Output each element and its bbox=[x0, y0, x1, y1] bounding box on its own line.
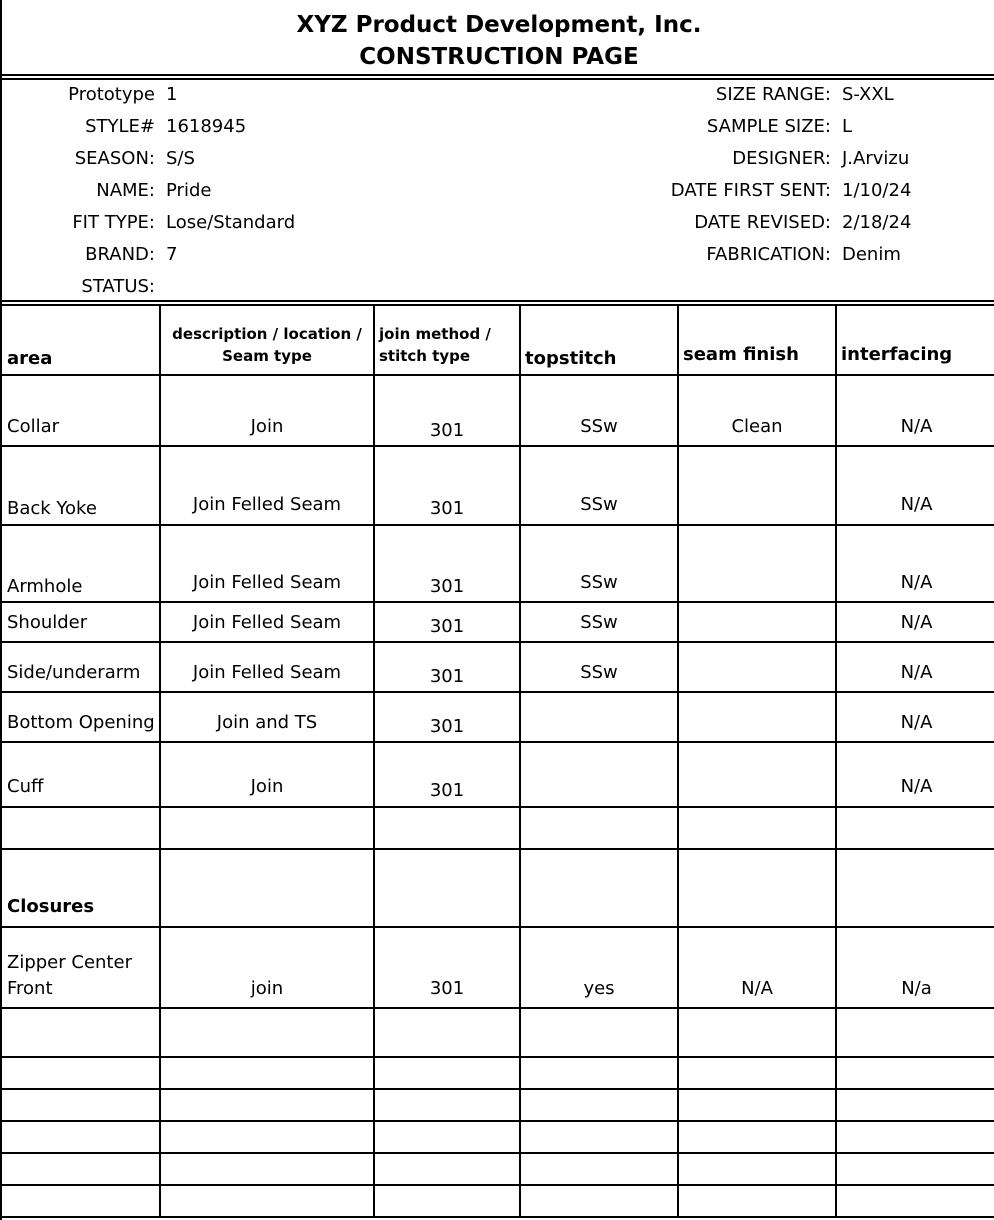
cell-topstitch: SSw bbox=[580, 662, 618, 683]
page-title: CONSTRUCTION PAGE bbox=[359, 44, 639, 70]
row-divider bbox=[2, 601, 994, 603]
info-value: L bbox=[842, 116, 853, 137]
row-divider bbox=[2, 1056, 994, 1058]
info-value: S/S bbox=[166, 148, 195, 169]
info-label: STYLE# bbox=[85, 116, 155, 137]
column-header-join-method: join method / bbox=[379, 325, 491, 343]
info-label: STATUS: bbox=[81, 276, 155, 297]
column-header-description: description / location / bbox=[172, 325, 362, 343]
cell-interfacing: N/A bbox=[900, 572, 933, 593]
info-label: DATE FIRST SENT: bbox=[670, 180, 831, 201]
info-value: 1/10/24 bbox=[842, 180, 912, 201]
row-divider bbox=[2, 1088, 994, 1090]
row-divider bbox=[2, 1184, 994, 1186]
row-divider bbox=[2, 445, 994, 447]
info-value: Denim bbox=[842, 244, 901, 265]
cell-join: 301 bbox=[429, 780, 465, 801]
row-divider bbox=[2, 641, 994, 643]
title-block bbox=[2, 0, 994, 74]
cell-topstitch: yes bbox=[583, 978, 615, 999]
row-divider bbox=[2, 374, 994, 376]
info-label: NAME: bbox=[96, 180, 155, 201]
column-divider bbox=[519, 306, 521, 1218]
info-label: Prototype bbox=[68, 84, 155, 105]
row-divider bbox=[2, 1007, 994, 1009]
info-label: FIT TYPE: bbox=[72, 212, 155, 233]
info-label: DATE REVISED: bbox=[694, 212, 831, 233]
cell-area: Shoulder bbox=[7, 612, 88, 633]
column-header-area: area bbox=[7, 348, 53, 369]
cell-area: Zipper Center bbox=[7, 952, 132, 973]
cell-interfacing: N/A bbox=[900, 494, 933, 515]
column-divider bbox=[373, 306, 375, 1218]
row-divider bbox=[2, 806, 994, 808]
cell-area: Collar bbox=[7, 416, 60, 437]
cell-join: 301 bbox=[429, 576, 465, 597]
cell-seam-finish: Clean bbox=[731, 416, 783, 437]
info-label: BRAND: bbox=[85, 244, 155, 265]
row-divider bbox=[2, 1216, 994, 1218]
cell-interfacing: N/A bbox=[900, 712, 933, 733]
row-divider bbox=[2, 691, 994, 693]
cell-interfacing: N/A bbox=[900, 416, 933, 437]
column-divider bbox=[835, 306, 837, 1218]
info-label: SAMPLE SIZE: bbox=[706, 116, 831, 137]
info-value: Pride bbox=[166, 180, 212, 201]
info-value: 1 bbox=[166, 84, 178, 105]
info-value: J.Arvizu bbox=[842, 148, 910, 169]
cell-join: 301 bbox=[429, 498, 465, 519]
cell-topstitch: SSw bbox=[580, 572, 618, 593]
info-value: S-XXL bbox=[842, 84, 894, 105]
construction-table bbox=[2, 306, 994, 1218]
row-divider bbox=[2, 1120, 994, 1122]
cell-topstitch: SSw bbox=[580, 494, 618, 515]
section-label-closures: Closures bbox=[7, 896, 95, 917]
column-header-interfacing: interfacing bbox=[841, 344, 953, 365]
cell-area: Cuff bbox=[7, 776, 44, 797]
cell-join: 301 bbox=[429, 420, 465, 441]
cell-description: Join bbox=[250, 776, 284, 797]
divider-line bbox=[2, 78, 994, 80]
info-label: SIZE RANGE: bbox=[715, 84, 831, 105]
row-divider bbox=[2, 524, 994, 526]
info-label: SEASON: bbox=[74, 148, 155, 169]
cell-topstitch: SSw bbox=[580, 612, 618, 633]
info-label: FABRICATION: bbox=[706, 244, 831, 265]
info-value: Lose/Standard bbox=[166, 212, 296, 233]
row-divider bbox=[2, 1152, 994, 1154]
cell-join: 301 bbox=[429, 616, 465, 637]
column-header-seam-finish: seam finish bbox=[683, 344, 799, 365]
info-value: 2/18/24 bbox=[842, 212, 912, 233]
row-divider bbox=[2, 741, 994, 743]
column-divider bbox=[677, 306, 679, 1218]
column-header-topstitch: topstitch bbox=[525, 348, 617, 369]
cell-join: 301 bbox=[429, 716, 465, 737]
cell-area: Back Yoke bbox=[7, 498, 97, 519]
cell-area-line2: Front bbox=[7, 978, 53, 999]
info-value: 7 bbox=[166, 244, 178, 265]
cell-join: 301 bbox=[429, 978, 465, 999]
divider-line bbox=[2, 300, 994, 302]
cell-description: Join Felled Seam bbox=[192, 494, 342, 515]
row-divider bbox=[2, 848, 994, 850]
cell-area: Armhole bbox=[7, 576, 83, 597]
cell-description: Join Felled Seam bbox=[192, 572, 342, 593]
info-value: 1618945 bbox=[166, 116, 247, 137]
cell-description: Join Felled Seam bbox=[192, 612, 342, 633]
column-divider bbox=[159, 306, 161, 1218]
cell-seam-finish: N/A bbox=[741, 978, 773, 999]
row-divider bbox=[2, 926, 994, 928]
column-header-join-method-line2: stitch type bbox=[379, 347, 471, 365]
cell-topstitch: SSw bbox=[580, 416, 618, 437]
info-label: DESIGNER: bbox=[732, 148, 831, 169]
company-name: XYZ Product Development, Inc. bbox=[296, 12, 702, 38]
cell-area: Bottom Opening bbox=[7, 712, 155, 733]
column-header-description-line2: Seam type bbox=[222, 347, 312, 365]
cell-interfacing: N/A bbox=[900, 612, 933, 633]
cell-description: Join and TS bbox=[216, 712, 318, 733]
cell-description: join bbox=[250, 978, 284, 999]
cell-interfacing: N/A bbox=[900, 776, 933, 797]
cell-area: Side/underarm bbox=[7, 662, 141, 683]
cell-description: Join bbox=[250, 416, 284, 437]
cell-interfacing: N/A bbox=[900, 662, 933, 683]
cell-interfacing: N/a bbox=[901, 978, 932, 999]
divider-line bbox=[2, 74, 994, 76]
cell-description: Join Felled Seam bbox=[192, 662, 342, 683]
cell-join: 301 bbox=[429, 666, 465, 687]
